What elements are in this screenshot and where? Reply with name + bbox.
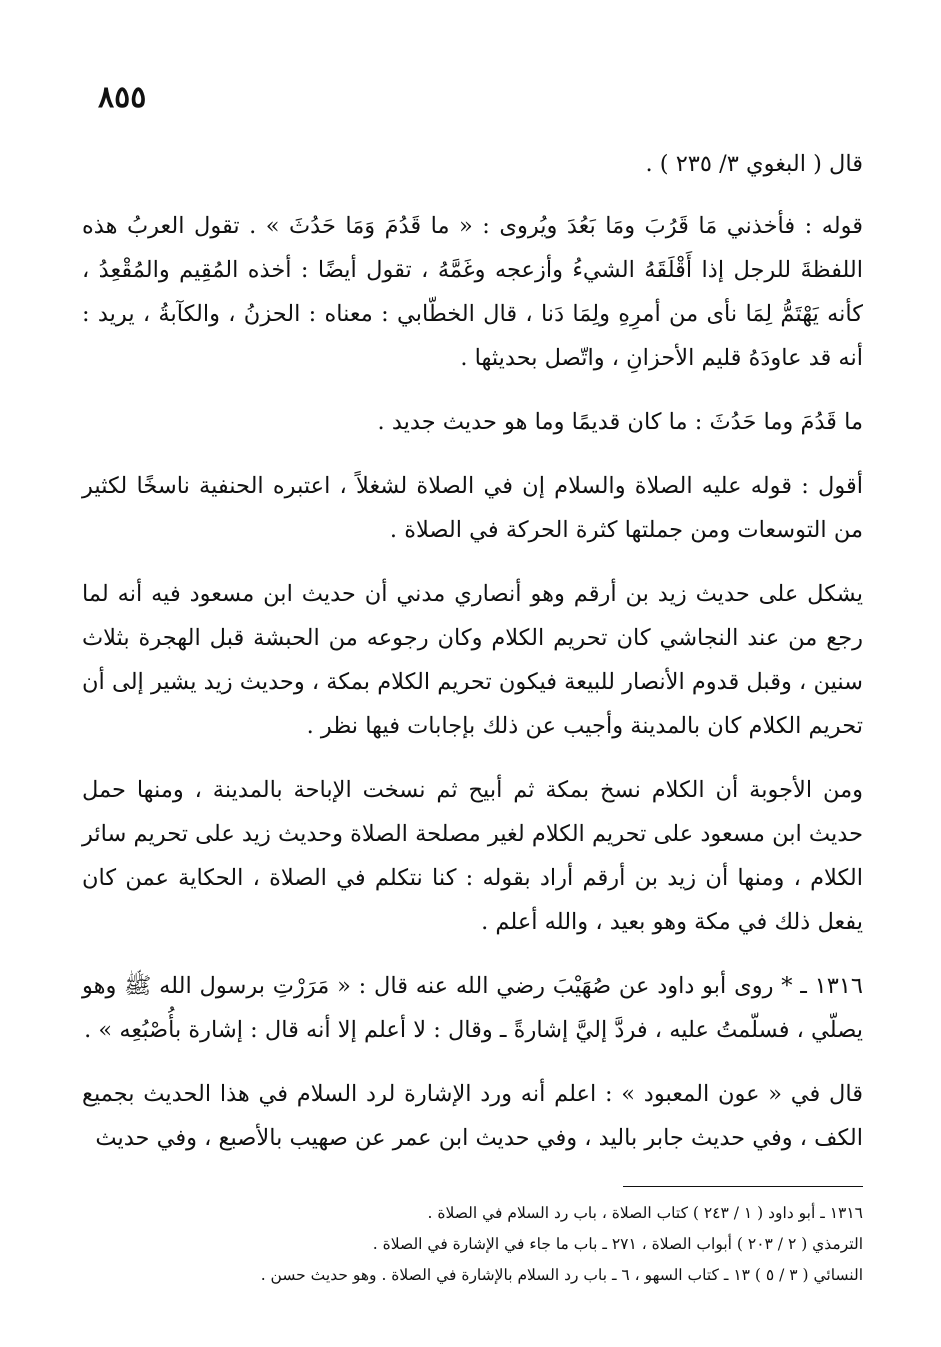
footnote-abu-dawud: ١٣١٦ ـ أبو داود ( ١ / ٢٤٣ ) كتاب الصلاة ، باب رد السلام في الصلاة . [427,1204,863,1222]
footnote-divider [623,1186,863,1187]
paragraph-source-line: قال ( البغوي ٣/ ٢٣٥ ) . [645,151,863,177]
main-text [82,142,863,1180]
paragraph-commentary: قال في « عون المعبود » : اعلم أنه ورد الإشارة لرد السلام في هذا الحديث بجميع الكف ، وفي حديث جابر باليد ، وفي حديث ابن عمر عن صهيب بالأصبع ، وفي حديث [82,1081,863,1151]
paragraph-hadith-1316: ١٣١٦ ـ * روى أبو داود عن صُهَيْبَ رضي الله عنه قال : « مَرَرْتِ برسول الله ﷺ وهو يصلّي ، فسلّمتُ عليه ، فردَّ إليَّ إشارةً ـ وقال : لا أعلم إلا أنه قال : إشارة بأُصْبُعِه » . [82,973,863,1043]
paragraph-explanation: قوله : فأخذني مَا قَرُبَ ومَا بَعُدَ ويُروى : « ما قَدُمَ وَمَا حَدُثَ » . تقول العربُ هذه اللفظةَ للرجل إذا أَقْلَقَهُ الشيءُ وأزعجه وغَمَّهُ ، تقول أيضًا : أخذه المُقِيم والمُقْعِدُ ، كأنه يَهْتَمُّ لِمَا نأى من أمرِهِ ولِمَا دَنا ، قال الخطّابي : معناه : الحزنُ ، والكآبةُ ، يريد : أنه قد عاودَهُ قليم الأحزانِ ، واتّصل بحديثها . [82,213,863,371]
paragraph-definition: ما قَدُمَ وما حَدُثَ : ما كان قديمًا وما هو حديث جديد . [377,409,863,435]
paragraph-discussion: يشكل على حديث زيد بن أرقم وهو أنصاري مدني أن حديث ابن مسعود فيه أنه لما رجع من عند النجاشي كان تحريم الكلام وكان رجوعه من الحبشة قبل الهجرة بثلاث سنين ، وقبل قدوم الأنصار للبيعة فيكون تحريم الكلام بمكة ، وحديث زيد يشير إلى أن تحريم الكلام كان بالمدينة وأجيب عن ذلك بإجابات فيها نظر . [82,581,863,739]
page-number: ٨٥٥ [98,80,147,115]
paragraph-author-note: أقول : قوله عليه الصلاة والسلام إن في الصلاة لشغلاً ، اعتبره الحنفية ناسخًا لكثير من التوسعات ومن جملتها كثرة الحركة في الصلاة . [82,473,863,543]
footnote-tirmidhi: الترمذي ( ٢ / ٢٠٣ ) أبواب الصلاة ، ٢٧١ ـ باب ما جاء في الإشارة في الصلاة . [372,1235,863,1253]
paragraph-answers: ومن الأجوبة أن الكلام نسخ بمكة ثم أبيح ثم نسخت الإباحة بالمدينة ، ومنها حمل حديث ابن مسعود على تحريم الكلام لغير مصلحة الصلاة وحديث زيد على تحريم سائر الكلام ، ومنها أن زيد بن أرقم أراد بقوله : كنا نتكلم في الصلاة ، الحكاية عمن كان يفعل ذلك في مكة وهو بعيد ، والله أعلم . [82,777,863,935]
footnotes [82,1198,863,1291]
footnote-nasai: النسائي ( ٣ / ٥ ) ١٣ ـ كتاب السهو ، ٦ ـ باب رد السلام بالإشارة في الصلاة . وهو حديث حسن . [260,1266,863,1284]
